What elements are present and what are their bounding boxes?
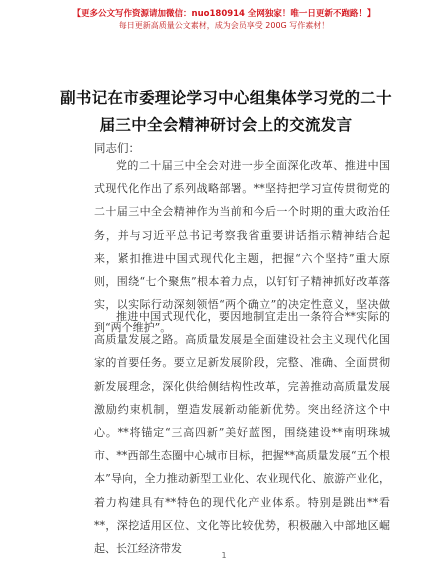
document-title: 副书记在市委理论学习中心组集体学习党的二十届三中全会精神研讨会上的交流发言	[60, 88, 392, 134]
paragraph-1: 党的二十届三中全会对进一步全面深化改革、推进中国式现代化作出了系列战略部署。**坚持把学习宣传贯彻党的二十届三中全会精神作为当前和今后一个时期的重大政治任务，并与习近平总书记考察我省重要讲话指示精神结合起来，紧扣推进中国式现代化主题，把握“六个坚持”重大原则，围绕“七个聚焦”根本着力点，以钉钉子精神抓好改革落实，以实际行动深刻领悟“两个确立”的决定性意义，坚决做到“两个维护”。	[94, 159, 390, 335]
page-number: 1	[221, 551, 227, 560]
paragraph-2: 推进中国式现代化，要因地制宜走出一条符合**实际的高质量发展之路。高质量发展是全面建设社会主义现代化国家的首要任务。要立足新发展阶段，完整、准确、全面贯彻新发展理念，深化供给侧结构性改革，完善推动高质量发展激励约束机制，塑造发展新动能新优势。突出经济这个中心。**将锚定“三高四新”美好蓝图，围绕建设**南明珠城市、**西部生态圈中心城市目标，把握**高质量发展“五个根本”导向，全力推动新型工业化、农业现代化、旅游产业化，着力构建具有**特色的现代化产业体系。特别是跳出**看**，深挖适用区位、文化等比较优势，积极融入中部地区崛起、长江经济带发	[94, 310, 390, 556]
banner-line-promo: 【更多公文写作资源请加微信：nuo180914 全网独家！唯一日更新不跑路！】	[72, 9, 376, 19]
header-banner	[0, 8, 448, 32]
greeting: 同志们：	[94, 141, 140, 155]
banner-line-membership: 每日更新高质量公文素材，成为会员享受 200G 写作素材！	[118, 21, 330, 30]
